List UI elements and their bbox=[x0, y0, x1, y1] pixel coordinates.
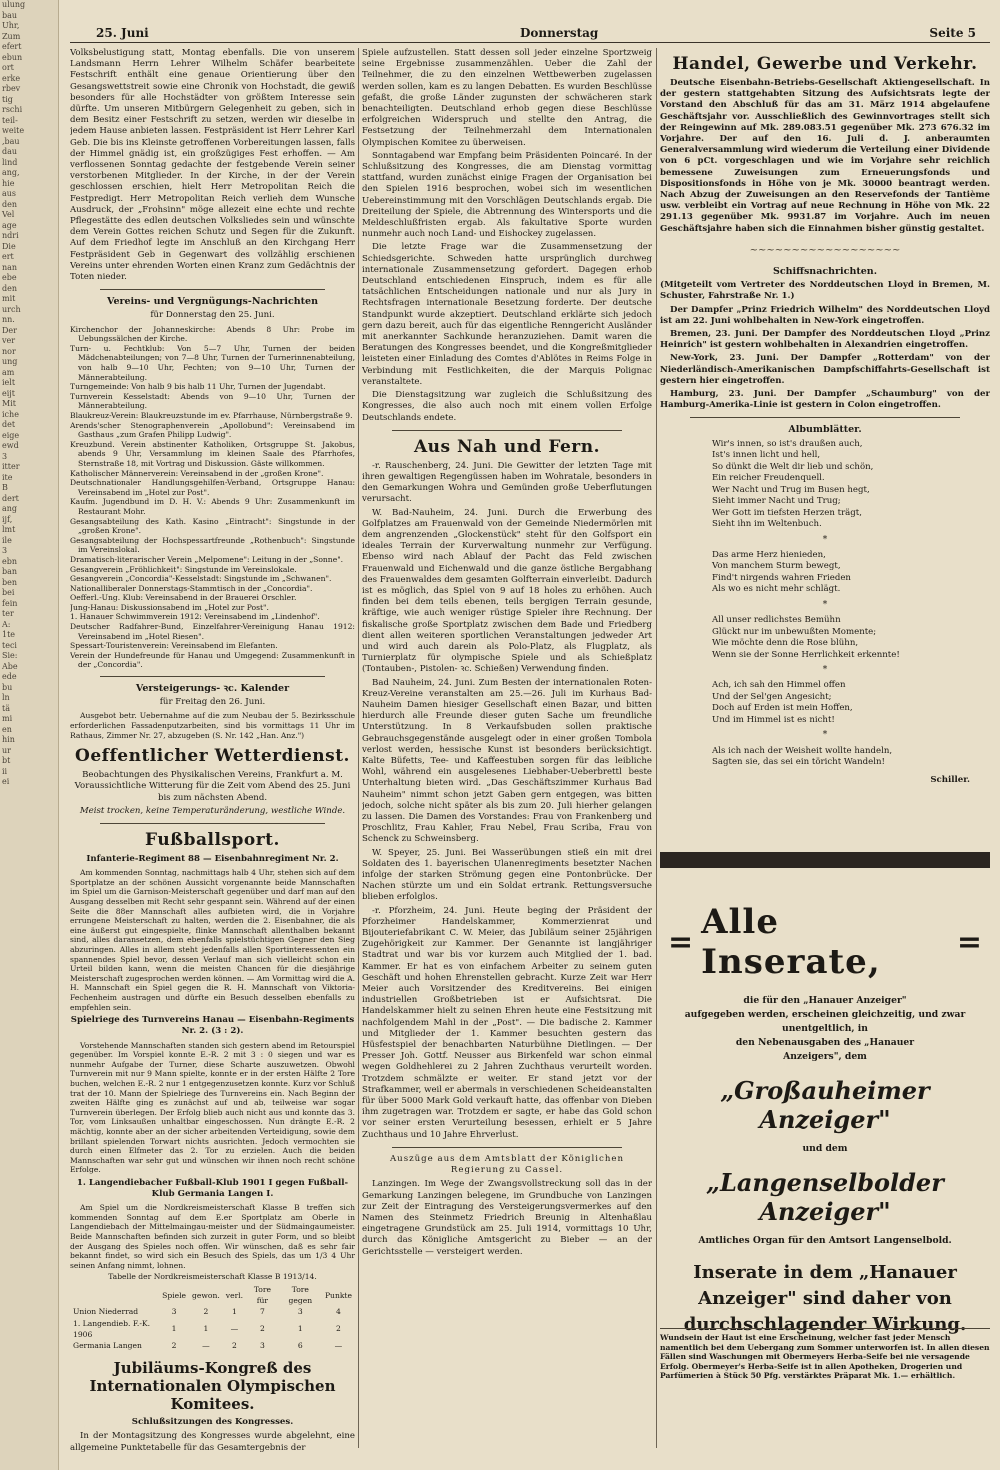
binding-fragment: fein bbox=[2, 598, 18, 608]
news-item: W. Speyer, 25. Juni. Bei Wasserübungen stieß ein mit drei Soldaten des 1. bayerischen Ulanenregiments besetzter Nachen infolge der starken Strömung gegen eine Pontonbrücke. Der Nachen stürzte um und ein Soldat ertrank. Rettungsversuche blieben erfolglos. bbox=[362, 847, 652, 903]
ship-news-item: Hamburg, 23. Juni. Der Dampfer „Schaumburg" von der Hamburg-Amerika-Linie ist gestern in Colon eingetroffen. bbox=[660, 389, 990, 411]
binding-fragment: ii bbox=[2, 766, 8, 776]
standings-table bbox=[70, 1284, 355, 1351]
football-heading: Fußballsport. bbox=[145, 830, 280, 851]
binding-fragment: tig bbox=[2, 94, 13, 104]
standings-header-cell: Punkte bbox=[324, 1290, 352, 1300]
binding-fragment: en bbox=[2, 724, 12, 734]
standings-cell: 3 bbox=[259, 1341, 265, 1351]
ship-news-item: New-York, 23. Juni. Der Dampfer „Rotterdam" von der Niederländisch-Amerikanischen Dampfschiffahrts-Gesellschaft ist gestern hier eingetroffen. bbox=[660, 353, 990, 386]
poem-line: Von manchem Sturm bewegt, bbox=[712, 561, 841, 572]
news-item: -r. Rauschenberg, 24. Juni. Die Gewitter der letzten Tage mit ihren gewaltigen Regengüssen haben im Wohratale, besonders in den Gemarkungen Wohra und Gemünden große Ueberflutungen verursacht. bbox=[362, 460, 652, 505]
standings-cell: Germania Langen bbox=[73, 1341, 142, 1351]
binding-fragment: B bbox=[2, 483, 8, 492]
binding-fragment: hin bbox=[2, 735, 15, 744]
poem-stanza bbox=[660, 680, 990, 726]
binding-fragment: ile bbox=[2, 535, 12, 545]
binding-fragment: ben bbox=[2, 577, 18, 587]
standings-row bbox=[70, 1340, 355, 1351]
column-1 bbox=[70, 48, 355, 1458]
binding-fragment: ang bbox=[2, 504, 18, 513]
club-entry: 1. Hanauer Schwimmverein 1912: Vereinsabend im „Lindenhof". bbox=[70, 612, 320, 622]
poem bbox=[660, 439, 990, 769]
standings-header-cell: Tore gegen bbox=[288, 1285, 313, 1306]
binding-fragment: ln bbox=[2, 693, 10, 702]
binding-fragment: ur bbox=[2, 745, 11, 755]
club-entry: Oefferl.-Ung. Klub: Vereinsabend in der Brauerei Orschler. bbox=[70, 593, 297, 603]
club-entry: Katholischer Männerverein: Vereinsabend in der „großen Krone". bbox=[70, 468, 324, 478]
binding-fragment: bt bbox=[2, 756, 11, 765]
standings-body bbox=[70, 1306, 355, 1351]
column-rule bbox=[656, 48, 657, 1448]
poem-line: Wer Nacht und Trug im Busen hegt, bbox=[712, 484, 870, 495]
binding-fragment: teci bbox=[2, 640, 17, 650]
official-gazette-text: Lanzingen. Im Wege der Zwangsvollstreckung soll das in der Gemarkung Lanzingen belegene, im Grundbuche von Lanzingen zur Zeit der Eintragung des Versteigerungsvermerkes auf den Namen des Steinmetz Friedrich Breunig in Altenhaßlau eingetragene Grundstück am 25. Juli 1914, vormittags 10 Uhr, durch das Königliche Amtsgericht zu Bieber — an der Gerichtsstelle — versteigert werden. bbox=[362, 1179, 652, 1257]
standings-cell: — bbox=[202, 1341, 210, 1351]
standings-cell: 4 bbox=[336, 1307, 341, 1317]
binding-fragment: Mit bbox=[2, 399, 16, 408]
standings-cell: 7 bbox=[259, 1307, 265, 1317]
football-match-3-text: Am Spiel um die Nordkreismeisterschaft Klasse B treffen sich kommenden Sonntag auf dem E.er Sportplatz am Oberle in Langendiebach der Mittelmaingau-meister und der Südmaingaumeister. Beide Mannschaften befinden sich zurzeit in guter Form, und so bleibt der Ausgang des Spieles noch offen. Wir wünschen, daß es sehr fair bekannt findet, so wird sich ein Besuch des Spiels, das um 1/3 4 Uhr seinen Anfang nimmt, lohnen. bbox=[70, 1203, 355, 1270]
standings-header-cell bbox=[70, 1284, 159, 1306]
weather-forecast: Meist trocken, keine Temperaturänderung, westliche Winde. bbox=[79, 805, 346, 816]
standings-header-row bbox=[70, 1284, 355, 1306]
club-entry: Gesangverein „Concordia"-Kesselstadt: Singstunde im „Schwanen". bbox=[70, 574, 332, 584]
ad-text-line: die für den „Hanauer Anzeiger" bbox=[743, 995, 907, 1006]
poem-author: Schiller. bbox=[930, 774, 970, 785]
club-entry: Jung-Hanau: Diskussionsabend im „Hotel zur Post". bbox=[70, 602, 269, 612]
football-match-1-text: Am kommenden Sonntag, nachmittags halb 4 Uhr, stehen sich auf dem Sportplatze an der schönen Aussicht vorgenannte beide Mannschaften im Spiel um die Garnison-Meisterschaft gegenüber und darf man auf den Ausgang desselben mit Recht sehr gespannt sein. Während auf der einen Seite die 88er Mannschaft alles aufbieten wird, die in Vorjahre errungene Meisterschaft zu halten, werden die 2. Eisenbahner, die als eine äußerst gut eingespielte, flinke Mannschaft allenthalben bekannt sind, alles daransetzen, dem ebenfalls spielstüchtigen Gegner den Sieg abzuringen. Alles in allem steht jedenfalls allen Sportinteressenten ein spannendes Spiel bevor, dessen Verlauf man sich vielleicht schon ein Urteil bilden kann, wenn die meisten Chancen für die diesjährige Meisterschaft zugesprochen werden können. — Am Vormittag wird die A. H. Mannschaft ein Spiel gegen die R. H. Mannschaft von Viktoria-Fechenheim austragen und dürfte ein Besuch desselben ebenfalls zu empfehlen sein. bbox=[70, 868, 355, 1012]
header-page-number: Seite 5 bbox=[929, 26, 976, 40]
poem-line: Sieht ihn im Weltenbuch. bbox=[712, 519, 822, 530]
binding-fragment: ede bbox=[2, 672, 17, 681]
binding-fragment: dau bbox=[2, 147, 18, 156]
asterisk-ornament-icon: * bbox=[822, 534, 828, 545]
binding-fragment: ,bau bbox=[2, 136, 20, 146]
club-entry: Deutschnationaler Handlungsgehilfen-Verband, Ortsgruppe Hanau: Vereinsabend im „Hotel zur Post". bbox=[70, 478, 355, 497]
ad-text-line: den Nebenausgaben des „Hanauer bbox=[735, 1037, 915, 1048]
divider bbox=[100, 676, 325, 677]
club-list bbox=[70, 325, 355, 670]
standings-cell: 2 bbox=[203, 1307, 209, 1317]
olympic-article-cont-3: Die letzte Frage war die Zusammensetzung der Schiedsgerichte. Schweden hatte ursprünglich durchweg internationale Zusammensetzung gefordert. Dagegen erhob Deutschland entschiedenen Einspruch, indem es für alle tatsächlichen Entscheidungen nationale und nur als Jury in Rechtsfragen internationale Besetzung forderte. Der deutsche Standpunkt wurde akzeptiert. Deutschland erklärte sich jedoch gern dazu bereit, auch für das eigentliche Renngericht Ausländer mit anerkannter Sachkunde heranzuziehen. Damit waren die Beratungen des Kongresses beendet, und die Kongreßmitglieder leisteten einer Einladung des Comtes d'Ablötes in Reims Folge in Verbindung mit Festlichkeiten, die der Marquis Polignac veranstaltete. bbox=[362, 242, 652, 387]
poem-stanza bbox=[660, 746, 990, 769]
binding-fragment: iche bbox=[2, 409, 19, 419]
standings-header-cell: verl. bbox=[225, 1290, 244, 1300]
binding-fragment: lmt bbox=[2, 525, 16, 534]
binding-fragment: mit bbox=[2, 294, 16, 303]
divider bbox=[690, 417, 960, 418]
binding-fragment: ang, bbox=[2, 168, 20, 177]
poem-line: Wir's innen, so ist's draußen auch, bbox=[712, 438, 863, 449]
poem-line: Glückt nur im unbewußten Momente; bbox=[712, 626, 877, 637]
club-entry: Turnverein Kesselstadt: Abends von 9—10 Uhr, Turnen der Männerabteilung. bbox=[70, 391, 355, 411]
ad-title-row bbox=[660, 902, 990, 982]
binding-fragment: weite bbox=[2, 126, 25, 135]
divider bbox=[100, 823, 325, 824]
olympic-article-cont-1: Spiele aufzustellen. Statt dessen soll jeder einzelne Sportzweig seine Ergebnisse zusammenzählen. Ueber die Zahl der Teilnehmer, die zu den einzelnen Wettbewerben zugelassen werden sollen, kam es zu langen Debatten. Es wurden Beschlüsse gefaßt, die große Länder zugunsten der schwächeren stark benachteiligten. Deutschland erhob gegen diese Beschlüsse erfolgreichen Widerspruch und stellte den Antrag, die Festsetzung der Teilnehmerzahl dem Internationalen Olympischen Komitee zu überweisen. bbox=[362, 48, 652, 148]
poem-line: Ach, ich sah den Himmel offen bbox=[712, 680, 846, 691]
binding-fragment: efert bbox=[2, 42, 22, 51]
club-entry: Spessart-Touristenverein: Vereinsabend im Elefanten. bbox=[70, 641, 278, 651]
binding-fragment: A: bbox=[2, 619, 11, 629]
binding-fragment: ver bbox=[2, 336, 16, 345]
poem-line: Das arme Herz hienieden, bbox=[712, 549, 826, 560]
standings-cell: 6 bbox=[297, 1341, 303, 1351]
olympic-congress-text: In der Montagsitzung des Kongresses wurde abgelehnt, eine allgemeine Punktetabelle für das Gesamtergebnis der bbox=[70, 1431, 355, 1453]
news-item: -r. Pforzheim, 24. Juni. Heute beging der Präsident der Pforzheimer Handelskammer, Kommerzienrat und Bijouteriefabrikant C. W. Meier, das Jubiläum seiner 25jährigen Zugehörigkeit zur Kammer. Der Genannte ist langjähriger Stadtrat und war bis vor kurzem auch Mitglied der 1. bad. Kammer. Er hat es von einfachem Arbeiter zu seinem guten Geschäft und hohen Ehrenstellen gebracht. Kurze Zeit war Herr Meier auch Vorsitzender des Kreditvereins. Bei einigen industriellen Großbetrieben ist er Aufsichtsrat. Die Handelskammer hielt zu seinen Ehren heute eine Festsitzung mit nachfolgendem Mahl in der „Post". — Die badische 2. Kammer und Mitglieder der 1. Kammer besuchten gestern das Hüsfestspiel der benachbarten Naturbühne Dietlingen. — Der Presser Joh. Gottf. Neusser aus Birkenfeld war schon einmal wegen Goldhehlerei zu 2 Jahren Zuchthaus verurteilt worden. Trotzdem schmälzte er weiter. Er stand jetzt vor der Strafkammer, weil er abermals in verschiedenen Scheideanstalten für über 5000 Mark Gold verkauft hatte, das offenbar von Dieben ihm zugetragen war. Trotzdem er sagte, er habe das Gold schon vor seiner ersten Verurteilung besessen, erhielt er 5 Jahre Zuchthaus und 10 Jahre Ehrverlust. bbox=[362, 905, 652, 1140]
page-header bbox=[70, 20, 990, 43]
column-2 bbox=[362, 48, 652, 1458]
club-entry: Gesangverein „Fröhlichkeit": Singstunde im Vereinslokale. bbox=[70, 564, 297, 574]
club-entry: Turngemeinde: Von halb 9 bis halb 11 Uhr, Turnen der Jugendabt. bbox=[70, 382, 326, 392]
binding-fragment: dert bbox=[2, 493, 19, 503]
divider bbox=[392, 1147, 622, 1148]
binding-fragment: ndri bbox=[2, 231, 19, 240]
divider bbox=[100, 289, 325, 290]
advertisement-inserate bbox=[660, 852, 990, 1335]
ad-organ: Amtliches Organ für den Amtsort Langenselbold. bbox=[698, 1235, 952, 1246]
football-match-1-title: Infanterie-Regiment 88 — Eisenbahnregiment Nr. 2. bbox=[86, 854, 339, 865]
standings-cell: — bbox=[334, 1341, 343, 1351]
binding-fragment: Zum bbox=[2, 31, 21, 41]
poem-line: Find't nirgends wahren Frieden bbox=[712, 572, 851, 583]
club-entry: Dramatisch-literarischer Verein „Melpomene": Leitung in der „Sonne". bbox=[70, 554, 344, 564]
standings-cell: 2 bbox=[171, 1341, 177, 1351]
poem-line: So dünkt die Welt dir lieb und schön, bbox=[712, 461, 874, 472]
football-match-2-title: Spielriege des Turnvereins Hanau — Eisenbahn-Regiments Nr. 2. (3 : 2). bbox=[70, 1015, 355, 1037]
olympic-article-cont-4: Die Dienstagsitzung war zugleich die Schlußsitzung des Kongresses, die also auch noch mit einem vollen Erfolge Deutschlands endete. bbox=[362, 390, 652, 423]
football-match-2-text: Vorstehende Mannschaften standen sich gestern abend im Retourspiel gegenüber. Im Vorspiel konnte E.-R. 2 mit 3 : 0 siegen und war es nunmehr Aufgabe der Turner, diese Scharte auszuwetzen. Obwohl Turnverein mit nur 9 Mann spielte, konnte er in der ersten Hälfte 2 Tore buchen, welchen E.-R. 2 nur 1 entgegenzusetzen konnte. Kurz vor Schluß trat der 10. Mann der Spielriege des Turnvereins ein. Nach Beginn der zweiten Hälfte ging es zunächst auf und ab, teilweise war sogar Turnverein überlegen. Der Erfolg blieb auch nicht aus und konnte das 3. Tor, vom Linksaußen unhaltbar eingeschossen. Nun drängte E.-R. 2 mächtig, konnte aber an der sicher arbeitenden Verteidigung, sowie dem brillant spielenden Torwart nichts ausrichten. Jedoch vermochten sie durch einen Elfmeter das 2. Tor zu erzielen. Auch die beiden Mannschaften war sehr gut und wünschen wir ihnen noch recht schöne Erfolge. bbox=[70, 1040, 355, 1175]
equals-ornament-icon: = bbox=[668, 924, 694, 960]
standings-cell: 1 bbox=[203, 1324, 209, 1334]
binding-fragment: Sie: bbox=[2, 651, 18, 660]
binding-fragment: itter bbox=[2, 462, 20, 471]
poem-line: Sagten sie, das sei ein töricht Wandeln! bbox=[712, 757, 885, 767]
binding-fragment: den bbox=[2, 199, 18, 209]
news-item: Bad Nauheim, 24. Juni. Zum Besten der internationalen Roten-Kreuz-Vereine veranstalten am 25.—26. Juli im Kurhaus Bad-Nauheim Damen hiesiger Gesellschaft einen Bazar, und bitten hierdurch alle Freunde dieser guten Sache um freundliche Unterstützung. In 8 Verkaufsbuden sollen praktische Gebrauchsgegenstände ausgelegt oder in einer großen Tombola verlost werden, hessische Kunst ist besonders berücksichtigt. Kalte Büfetts, Tee- und Kaffeestuben sorgen für das leibliche Wohl, während ein ausgelesenes Liebhaber-Ueberbrettl beste Unterhaltung bieten wird. „Das Geschäftszimmer Kurhaus Bad Nauheim" nimmt schon jetzt Gaben gern entgegen, was bitten jedoch, solche nicht später als bis zum 20. Juli hierher gelangen zu lassen. Die Damen des Vorstandes: Frau von Frankenberg und Proschlitz, Frau Kahler, Frau Nebel, Frau Scriba, Frau von Schenck zu Schweinsberg. bbox=[362, 677, 652, 845]
official-gazette-heading: Auszüge aus dem Amtsblatt der Königlichen Regierung zu Cassel. bbox=[389, 1153, 625, 1176]
club-entry: Gesangsabteilung der Hochspessartfreunde „Rothenbuch": Singstunde im Vereinslokal. bbox=[70, 535, 355, 555]
standings-cell: 1 bbox=[297, 1324, 303, 1334]
binding-fragment: Abe bbox=[2, 661, 18, 671]
binding-fragment: ielt bbox=[2, 378, 16, 387]
binding-fragment: eijt bbox=[2, 388, 15, 398]
standings-cell: 1 bbox=[171, 1324, 177, 1334]
trade-text: Deutsche Eisenbahn-Betriebs-Gesellschaft Aktiengesellschaft. In der gestern stattgehabten Sitzung des Aufsichtsrats legte der Vorstand den Abschluß für das am 31. März 1914 abgelaufene Geschäftsjahr vor. Ausschließlich des Gewinnvortrages stellt sich der Reingewinn auf Mk. 289.083.51 gegenüber Mk. 273 676.32 im Vorjahre. Der auf den 16. Juli d. J. anberaumten Generalversammlung wird wiederum die Verteilung einer Dividende von 6 pCt. vorgeschlagen und wie im Vorjahre sehr reichlich bemessene Zuweisungen zum Erneuerungsfonds und Dispositionsfonds in Höhe von je Mk. 30000 beantragt werden. Nach Abzug der Zuweisungen an den Reservefonds der Tantième usw. verbleibt ein Vortrag auf neue Rechnung in Höhe von Mk. 22 291.13 gegenüber Mk. 9931.87 im Vorjahre. Auch im neuen Geschäftsjahre haben sich die Einnahmen bisher günstig gestaltet. bbox=[660, 78, 990, 234]
ad-paper-grossauheim: „Großauheimer Anzeiger" bbox=[720, 1076, 930, 1134]
binding-fragment: det bbox=[2, 420, 16, 429]
binding-fragment: nan bbox=[2, 262, 18, 272]
binding-fragment: ort bbox=[2, 63, 14, 72]
trade-heading: Handel, Gewerbe und Verkehr. bbox=[672, 54, 978, 74]
binding-fragment: hie bbox=[2, 178, 15, 188]
ad-paper-langenselbold: „Langenselbolder Anzeiger" bbox=[706, 1168, 944, 1226]
binding-fragment: ite bbox=[2, 472, 13, 482]
column-rule bbox=[358, 48, 359, 1448]
binding-fragment: urch bbox=[2, 304, 21, 314]
binding-fragment: rschi bbox=[2, 105, 23, 114]
auction-calendar-heading: Versteigerungs- ꝛc. Kalender bbox=[135, 683, 290, 695]
weather-source: Beobachtungen des Physikalischen Vereins, Frankfurt a. M. Voraussichtliche Witterung für die Zeit vom Abend des 25. Juni bis zum nächsten Abend. bbox=[74, 770, 351, 803]
ship-news-heading: Schiffsnachrichten. bbox=[772, 266, 877, 278]
olympic-congress-subheading: Schlußsitzungen des Kongresses. bbox=[131, 1417, 294, 1428]
standings-cell: 2 bbox=[231, 1341, 237, 1351]
binding-fragment: nor bbox=[2, 346, 16, 356]
poem-line: Als ich nach der Weisheit wollte handeln, bbox=[712, 745, 893, 756]
standings-row bbox=[70, 1306, 355, 1317]
binding-edge-adjacent-page bbox=[0, 0, 59, 1470]
weather-heading: Oeffentlicher Wetterdienst. bbox=[75, 746, 350, 767]
binding-fragment: Die bbox=[2, 241, 16, 251]
standings-caption: Tabelle der Nordkreismeisterschaft Klasse B 1913/14. bbox=[108, 1272, 317, 1282]
binding-fragment: teil- bbox=[2, 115, 18, 125]
poem-stanza bbox=[660, 439, 990, 531]
club-entry: Arends'scher Stenographenverein „Apollobund": Vereinsabend im Gasthaus „zum Grafen Philipp Ludwig". bbox=[70, 420, 355, 440]
standings-cell: 2 bbox=[259, 1324, 265, 1334]
binding-fragment: ban bbox=[2, 567, 18, 576]
ad-text-line: Anzeigers", dem bbox=[783, 1051, 867, 1062]
binding-fragment: tä bbox=[2, 703, 10, 713]
binding-fragment: ebn bbox=[2, 556, 18, 566]
standings-header-cell: Spiele bbox=[162, 1290, 187, 1300]
album-heading: Albumblätter. bbox=[788, 424, 862, 436]
ad-top-bar bbox=[660, 852, 990, 868]
news-item: W. Bad-Nauheim, 24. Juni. Durch die Erwerbung des Golfplatzes am Frauenwald von der Gemeinde Niedermörlen mit dem angrenzenden „Glockenstück" steht für den Golfsport ein ideales Terrain der Kurverwaltung nunmehr zur Verfügung. Ebenso wird nach Ablauf der Pacht das Feld zwischen Frauenwald und Eichenwald und die ganze östliche Bergabhang des Frauenwaldes dem gesamten Golfterrain einverleibt. Dadurch ist es möglich, das Spiel von 9 auf 18 holes zu erhöhen. Auch finden bei dem teils ebenen, teils bergigen Terrain gesunde, kräftige, wie auch weniger rüstige Spieler ihre Rechnung. Der fiskalische große Sportplatz zwischen dem Bade und Friedberg dient allen weiteren sportlichen Veranstaltungen jedweder Art und wird auch darein als Polo-Platz, als Flugplatz, als Turnierplatz für olympische Spiele und als Schießplatz (Tontauben-, Pistolen- ꝛc. Schießen) Verwendung finden. bbox=[362, 507, 652, 675]
herba-soap-ad bbox=[660, 1328, 990, 1383]
standings-cell: 3 bbox=[297, 1307, 303, 1317]
poem-line: Ein reicher Freudenquell. bbox=[712, 473, 825, 484]
binding-fragment: ulung bbox=[2, 0, 26, 9]
asterisk-ornament-icon: * bbox=[822, 730, 828, 741]
binding-fragment: 3 bbox=[2, 546, 8, 555]
standings-cell: 1 bbox=[231, 1307, 237, 1317]
ad-text-line: aufgegeben werden, erscheinen gleichzeitig, und zwar unentgeltlich, in bbox=[684, 1009, 966, 1034]
festival-article: Volksbelustigung statt, Montag ebenfalls. Die von unserem Landsmann Herrn Lehrer Wilhelm Schäfer bearbeitete Festschrift enthält eine genaue Orientierung über den Gesangswettstreit sowie eine Chronik von Hochstadt, die gewiß besonders für alle Hochstädter von größtem Interesse sein dürfte. Um unseren Mitbürgern Gelegenheit zu geben, sich in dem Besitz einer Festschrift zu setzen, werden wir dieselbe in jedem Hause anbieten lassen. Festpräsident ist Herr Lehrer Karl Geb. Die bis ins Kleinste getroffenen Vorbereitungen lassen, falls der Himmel gnädig ist, ein großzügiges Fest erhoffen. — Am verflossenen Sonntag gedachte der festgebende Verein seiner verstorbenen Mitglieder. In der Kirche, in der der Verein geschlossen erschien, hielt Herr Metropolitan Reich die Festpredigt. Herr Metropolitan Reich verlieh dem Wunsche Ausdruck, der „Frohsinn" möge allezeit eine echte und rechte Pflegestätte des edlen deutschen Volksliedes sein und wünschte dem Verein Gottes reichen Schutz und Segen für die Zukunft. Auf dem Friedhof legte im Anschluß an den Kirchgang Herr Festpräsident Geb in Gegenwart des vollzählig erschienen Vereins unter ehrenden Worten einen Kranz zum Gedächtnis der Toten nieder. bbox=[70, 48, 355, 283]
poem-line: Wenn sie der Sonne Herrlichkeit erkennte! bbox=[712, 649, 900, 660]
poem-stanza bbox=[660, 615, 990, 661]
club-entry: Gesangsabteilung des Kath. Kasino „Eintracht": Singstunde in der „großen Krone". bbox=[70, 516, 355, 536]
standings-cell: Union Niederrad bbox=[73, 1307, 139, 1317]
poem-stanza bbox=[660, 550, 990, 596]
ship-news-source: (Mitgeteilt vom Vertreter des Norddeutschen Lloyd in Bremen, M. Schuster, Fahrstraße Nr. 1.) bbox=[660, 280, 990, 302]
standings-cell: 3 bbox=[171, 1307, 177, 1317]
binding-fragment: aus bbox=[2, 189, 17, 198]
poem-line: Wer Gott im tiefsten Herzen trägt, bbox=[712, 507, 862, 518]
binding-fragment: ebe bbox=[2, 273, 17, 282]
standings-cell: — bbox=[230, 1324, 239, 1334]
olympic-article-cont-2: Sonntagabend war Empfang beim Präsidenten Poincaré. In der Schlußsitzung des Kongresses, die am Dienstag vormittag stattfand, wurden zunächst einige Fragen der Organisation bei den Spielen 1916 besprochen, wobei sich im wesentlichen Uebereinstimmung mit den Vorschlägen Deutschlands ergab. Die Dreiteilung der Spiele, die Abtrennung des Wintersports und die Meldeschlußfristen ergab. Als fakultative Sporte wurden nunmehr auch noch Land- und Eishockey zugelassen. bbox=[362, 150, 652, 240]
binding-fragment: bei bbox=[2, 588, 15, 597]
regional-news-heading: Aus Nah und Fern. bbox=[413, 436, 601, 457]
club-entry: Kirchenchor der Johanneskirche: Abends 8 Uhr: Probe im Uebungssälchen der Kirche. bbox=[70, 324, 355, 344]
club-news-date: für Donnerstag den 25. Juni. bbox=[150, 310, 275, 321]
standings-cell: 2 bbox=[336, 1324, 341, 1334]
ornament-icon: ~~~~~~~~~~~~~~~~~~ bbox=[749, 244, 901, 256]
club-entry: Turn- u. Fechtklub: Von 5—7 Uhr, Turnen der beiden Mädchenabteilungen; von 7—8 Uhr, Turnen der Turnerinnenabteilung, von halb 9—10 Uhr, Fechten; von 9—10 Uhr, Turnen der Männerabteilung. bbox=[70, 343, 355, 382]
olympic-congress-heading: Jubiläums-Kongreß des Internationalen Olympischen Komitees. bbox=[89, 1359, 336, 1414]
poem-line: Sieht immer Nacht und Trug; bbox=[712, 496, 841, 507]
poem-line: Als wo es nicht mehr schlägt. bbox=[712, 584, 841, 595]
ship-news-item: Der Dampfer „Prinz Friedrich Wilhelm" des Norddeutschen Lloyd ist am 22. Juni wohlbehalten in New-York eingetroffen. bbox=[660, 304, 990, 326]
binding-fragment: ijf, bbox=[2, 514, 13, 524]
poem-line: Und im Himmel ist es nicht! bbox=[712, 714, 835, 725]
auction-calendar-text: Ausgebot betr. Uebernahme auf die zum Neubau der 5. Bezirksschule erforderlichen Fassadenputzarbeiten, sind bis vormittags 11 Uhr im Rathaus, Zimmer Nr. 27, abzugeben (S. Nr. 142 „Han. Anz.") bbox=[70, 711, 355, 740]
ad-title: Alle Inserate, bbox=[701, 902, 881, 982]
standings-header-cell: Tore für bbox=[253, 1285, 271, 1306]
club-entry: Blaukreuz-Verein: Blaukreuzstunde im ev. Pfarrhause, Nürnbergstraße 9. bbox=[70, 411, 353, 421]
standings-header-cell: gewon. bbox=[192, 1290, 220, 1300]
ship-news-item: Bremen, 23. Juni. Der Dampfer des Norddeutschen Lloyd „Prinz Heinrich" ist gestern wohlbehalten in Alexandrien eingetroffen. bbox=[660, 329, 990, 351]
club-entry: Kreuzbund. Verein abstinenter Katholiken, Ortsgruppe St. Jakobus, abends 9 Uhr, Versammlung im kleinen Saale des Pfarrhofes, Sternstraße 18, mit Vortrag und Diskussion. Gäste willkommen. bbox=[70, 439, 355, 468]
binding-fragment: lind bbox=[2, 157, 18, 167]
binding-fragment: age bbox=[2, 220, 17, 230]
binding-fragment: nn. bbox=[2, 315, 15, 324]
club-entry: Verein der Hundefreunde für Hanau und Umgegend: Zusammenkunft in der „Concordia". bbox=[70, 650, 355, 670]
binding-fragment: Vel bbox=[2, 210, 15, 219]
binding-fragment: mi bbox=[2, 714, 13, 723]
binding-fragment: ert bbox=[2, 252, 14, 261]
poem-line: Wie möchte denn die Rose blühn, bbox=[712, 638, 859, 649]
poem-line: All unser redlichstes Bemühn bbox=[712, 615, 841, 626]
standings-cell: 1. Langendieb. F.-K. 1906 bbox=[73, 1318, 150, 1339]
divider bbox=[660, 1328, 990, 1329]
ad-closing: Inserate in dem „Hanauer Anzeiger" sind daher von durchschlagender Wirkung. bbox=[683, 1262, 967, 1335]
header-day: Donnerstag bbox=[520, 26, 599, 40]
binding-fragment: ebun bbox=[2, 52, 23, 62]
binding-fragment: Uhr, bbox=[2, 21, 20, 30]
club-entry: Deutscher Radfahrer-Bund, Einzelfahrer-Vereinigung Hanau 1912: Vereinsabend im „Hotel Riesen". bbox=[70, 622, 355, 641]
binding-fragment: 3 bbox=[2, 451, 8, 461]
poem-line: Und der Sel'gen Angesicht; bbox=[712, 691, 832, 702]
header-date: 25. Juni bbox=[96, 26, 149, 40]
equals-ornament-icon: = bbox=[956, 924, 982, 960]
auction-calendar-date: für Freitag den 26. Juni. bbox=[159, 697, 266, 708]
poem-line: Doch auf Erden ist mein Hoffen, bbox=[712, 703, 853, 714]
binding-fragment: den bbox=[2, 283, 18, 293]
binding-fragment: erke bbox=[2, 73, 21, 83]
poem-line: Ist's innen licht und hell, bbox=[712, 450, 821, 461]
football-match-3-title: 1. Langendiebacher Fußball-Klub 1901 I gegen Fußball-Klub Germania Langen I. bbox=[76, 1177, 349, 1200]
binding-fragment: ter bbox=[2, 609, 14, 618]
binding-fragment: ung bbox=[2, 357, 18, 366]
binding-fragment: rbev bbox=[2, 84, 21, 93]
club-entry: Kaufm. Jugendbund im D. H. V.: Abends 9 Uhr: Zusammenkunft im Restaurant Mohr. bbox=[70, 497, 355, 516]
binding-fragment: bau bbox=[2, 10, 18, 20]
asterisk-ornament-icon: * bbox=[822, 599, 828, 610]
ad-and: und dem bbox=[802, 1143, 848, 1154]
binding-fragment: ei bbox=[2, 777, 10, 786]
binding-fragment: eige bbox=[2, 430, 20, 440]
binding-fragment: Der bbox=[2, 325, 17, 335]
binding-fragment: am bbox=[2, 367, 15, 377]
club-entry: Nationalliberaler Donnerstags-Stammtisch in der „Concordia". bbox=[70, 583, 313, 593]
binding-fragment: bu bbox=[2, 682, 13, 692]
binding-fragment: ewd bbox=[2, 441, 19, 450]
asterisk-ornament-icon: * bbox=[822, 665, 828, 676]
binding-fragment: 1te bbox=[2, 630, 16, 639]
club-news-heading: Vereins- und Vergnügungs-Nachrichten bbox=[106, 296, 319, 308]
standings-row bbox=[70, 1318, 355, 1340]
divider bbox=[392, 430, 622, 431]
herba-soap-text: Wundsein der Haut ist eine Erscheinung, welcher fast jeder Mensch namentlich bei dem Uebergang zum Sommer unterworfen ist. In allen diesen Fällen sind Waschungen mit Obermeyers Herba-Seife bei nie versagende Erfolg. Obermeyer's Herba-Seife ist in allen Apotheken, Drogerien und Parfümerien à Stück 50 Pfg. verstärktes Präparat Mk. 1.— erhältlich. bbox=[660, 1333, 990, 1381]
